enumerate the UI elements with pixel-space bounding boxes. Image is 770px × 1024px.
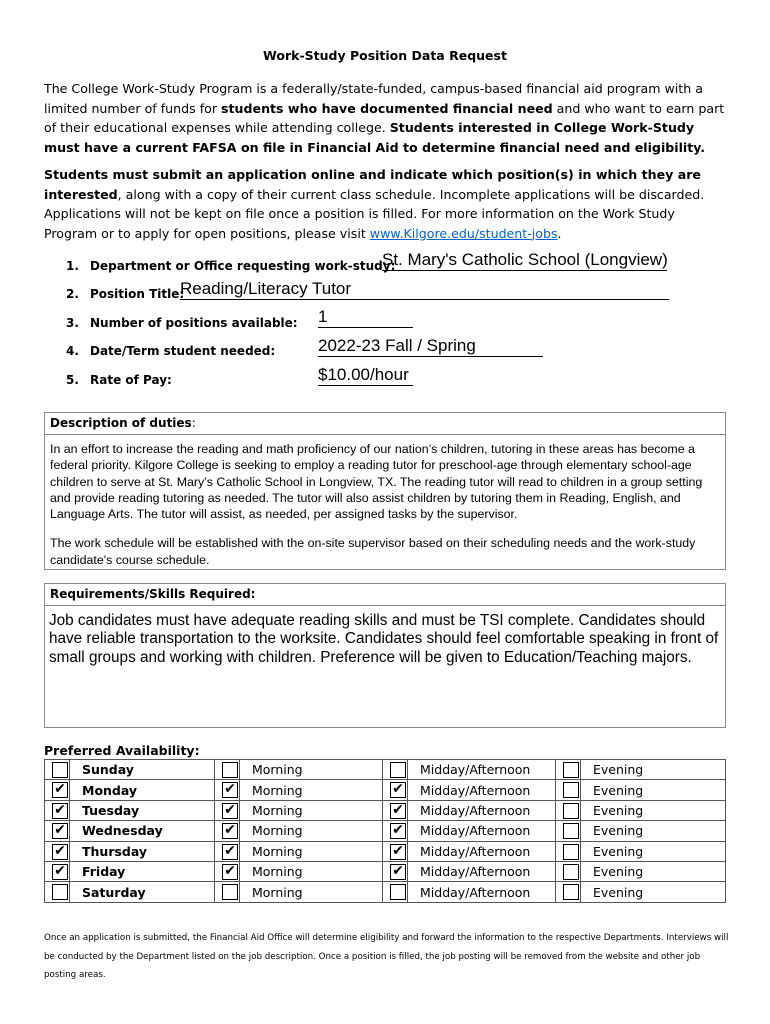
position-title-field[interactable]: Reading/Literacy Tutor: [180, 279, 669, 300]
field-label-positions: [66, 316, 298, 330]
morning-label: Morning: [240, 780, 383, 800]
evening-checkbox-cell: [556, 780, 581, 800]
morning-label: Morning: [240, 882, 383, 902]
midday-label: Midday/Afternoon: [408, 780, 556, 800]
instructions-text-2: .: [557, 225, 562, 241]
requirements-heading: Requirements/Skills Required:: [45, 584, 725, 606]
evening-checkbox-cell: [556, 821, 581, 841]
availability-row: [45, 780, 726, 800]
morning-checkbox-cell: [215, 882, 240, 902]
positions-available-field[interactable]: 1: [318, 307, 413, 328]
morning-checkbox-cell: [215, 861, 240, 881]
department-field[interactable]: St. Mary's Catholic School (Longview): [382, 250, 668, 269]
day-label: Thursday: [70, 841, 215, 861]
evening-checkbox[interactable]: [563, 864, 579, 880]
midday-checkbox[interactable]: ✔: [390, 823, 406, 839]
field-label-text: Date/Term student needed:: [90, 344, 276, 358]
midday-checkbox-cell: [383, 882, 408, 902]
page-title: Work-Study Position Data Request: [263, 48, 507, 63]
day-checkbox-cell: [45, 841, 70, 861]
morning-label: Morning: [240, 861, 383, 881]
morning-checkbox-cell: [215, 841, 240, 861]
intro-bold-1: students who have documented financial need: [221, 100, 553, 116]
requirements-content[interactable]: Job candidates must have adequate reading skills and must be TSI complete. Candidates should have reliable transportation to the worksite. Candidates should feel comfortable speaking in front of small groups and working with children. Preference will be given to Education/Teaching majors.: [49, 612, 719, 666]
midday-label: Midday/Afternoon: [408, 861, 556, 881]
day-checkbox[interactable]: ✔: [52, 844, 68, 860]
evening-checkbox-cell: [556, 800, 581, 820]
field-label-text: Department or Office requesting work-study:: [90, 259, 396, 273]
day-checkbox[interactable]: ✔: [52, 823, 68, 839]
field-label-department: [66, 259, 395, 273]
day-label: Tuesday: [70, 800, 215, 820]
midday-label: Midday/Afternoon: [408, 882, 556, 902]
instructions-text-1: , along with a copy of their current class schedule. Incomplete applications will be discarded. Applications will not be kept on file once a position is filled. For more information on the Work Study Program or to apply for open positions, please visit: [44, 186, 705, 241]
field-number: 3.: [66, 316, 79, 330]
midday-label: Midday/Afternoon: [408, 760, 556, 780]
midday-checkbox-cell: [383, 800, 408, 820]
day-checkbox-cell: [45, 800, 70, 820]
midday-checkbox-cell: [383, 821, 408, 841]
midday-label: Midday/Afternoon: [408, 821, 556, 841]
duties-heading-text: Description of duties: [50, 416, 192, 430]
midday-checkbox-cell: [383, 841, 408, 861]
midday-checkbox-cell: [383, 780, 408, 800]
availability-row: [45, 800, 726, 820]
evening-label: Evening: [581, 780, 726, 800]
morning-label: Morning: [240, 841, 383, 861]
evening-checkbox[interactable]: [563, 782, 579, 798]
evening-label: Evening: [581, 821, 726, 841]
morning-checkbox-cell: [215, 760, 240, 780]
morning-checkbox[interactable]: ✔: [222, 864, 238, 880]
duties-content[interactable]: [45, 435, 725, 568]
day-checkbox[interactable]: ✔: [52, 782, 68, 798]
student-jobs-link[interactable]: www.Kilgore.edu/student-jobs: [369, 225, 558, 241]
evening-label: Evening: [581, 760, 726, 780]
availability-row: [45, 861, 726, 881]
term-field[interactable]: 2022-23 Fall / Spring: [318, 336, 543, 357]
availability-row: [45, 760, 726, 780]
day-checkbox[interactable]: ✔: [52, 864, 68, 880]
morning-checkbox[interactable]: ✔: [222, 782, 238, 798]
day-checkbox-cell: [45, 821, 70, 841]
day-checkbox[interactable]: [52, 762, 68, 778]
midday-checkbox-cell: [383, 861, 408, 881]
availability-row: [45, 882, 726, 902]
duties-paragraph-1: In an effort to increase the reading and math proficiency of our nation’s children, tutoring in these areas has become a federal priority. Kilgore College is seeking to employ a reading tutor for preschool-age through elementary school-age children to serve at St. Mary’s Catholic School in Longview, TX. The reading tutor will read to children in a group setting and provide reading tutoring as needed. The tutor will also assist children by tutoring them in Reading, English, and Language Arts. The tutor will assist, as needed, per assigned tasks by the supervisor.: [50, 442, 703, 522]
evening-checkbox-cell: [556, 760, 581, 780]
morning-checkbox[interactable]: [222, 762, 238, 778]
rate-of-pay-field[interactable]: $10.00/hour: [318, 365, 413, 386]
duties-heading-colon: :: [191, 416, 196, 430]
midday-checkbox[interactable]: ✔: [390, 782, 406, 798]
morning-checkbox[interactable]: [222, 884, 238, 900]
day-label: Wednesday: [70, 821, 215, 841]
field-label-term: [66, 344, 275, 358]
day-checkbox-cell: [45, 861, 70, 881]
evening-checkbox-cell: [556, 841, 581, 861]
day-label: Sunday: [70, 760, 215, 780]
evening-checkbox[interactable]: [563, 823, 579, 839]
midday-checkbox[interactable]: [390, 762, 406, 778]
morning-checkbox[interactable]: ✔: [222, 844, 238, 860]
midday-label: Midday/Afternoon: [408, 800, 556, 820]
requirements-box: [44, 583, 726, 728]
morning-checkbox-cell: [215, 780, 240, 800]
intro-bold-2: Students interested in College Work-Study must have a current FAFSA on file in Financial Aid to determine financial need and eligibility.: [44, 120, 706, 155]
duties-paragraph-2: The work schedule will be established with the on-site supervisor based on their scheduling needs and the work-study candidate's course schedule.: [50, 536, 696, 567]
evening-checkbox-cell: [556, 882, 581, 902]
evening-label: Evening: [581, 882, 726, 902]
instructions-paragraph: [44, 165, 728, 243]
morning-checkbox[interactable]: ✔: [222, 803, 238, 819]
footer-note: Once an application is submitted, the Financial Aid Office will determine eligibility and forward the information to the respective Departments. Interviews will be conducted by the Department listed on the job description. Once a position is filled, the job posting will be removed from the website and other job posting areas.: [44, 933, 729, 981]
availability-row: [45, 821, 726, 841]
midday-label: Midday/Afternoon: [408, 841, 556, 861]
evening-label: Evening: [581, 841, 726, 861]
evening-checkbox[interactable]: [563, 762, 579, 778]
day-checkbox[interactable]: [52, 884, 68, 900]
availability-table: [44, 759, 726, 903]
evening-checkbox[interactable]: [563, 803, 579, 819]
duties-heading: [45, 413, 725, 435]
midday-checkbox[interactable]: ✔: [390, 803, 406, 819]
field-number: 5.: [66, 373, 79, 387]
field-label-rate: [66, 373, 172, 387]
evening-checkbox-cell: [556, 861, 581, 881]
availability-row: [45, 841, 726, 861]
morning-label: Morning: [240, 800, 383, 820]
midday-checkbox[interactable]: [390, 884, 406, 900]
midday-checkbox-cell: [383, 760, 408, 780]
field-number: 1.: [66, 259, 79, 273]
duties-box: [44, 412, 726, 570]
evening-checkbox[interactable]: [563, 884, 579, 900]
evening-label: Evening: [581, 800, 726, 820]
day-checkbox-cell: [45, 882, 70, 902]
morning-checkbox-cell: [215, 821, 240, 841]
instructions-bold: Students must submit an application online and indicate which position(s) in which they are interested: [44, 167, 701, 202]
field-label-text: Number of positions available:: [90, 316, 298, 330]
day-checkbox[interactable]: ✔: [52, 803, 68, 819]
day-label: Monday: [70, 780, 215, 800]
intro-paragraph: [44, 79, 728, 157]
field-number: 4.: [66, 344, 79, 358]
day-label: Saturday: [70, 882, 215, 902]
evening-checkbox[interactable]: [563, 844, 579, 860]
midday-checkbox[interactable]: ✔: [390, 864, 406, 880]
field-number: 2.: [66, 287, 79, 301]
morning-checkbox-cell: [215, 800, 240, 820]
intro-text-2: and who want to earn part of their educational expenses while attending college.: [44, 100, 725, 135]
day-label: Friday: [70, 861, 215, 881]
morning-label: Morning: [240, 760, 383, 780]
evening-label: Evening: [581, 861, 726, 881]
field-label-text: Position Title:: [90, 287, 185, 301]
day-checkbox-cell: [45, 760, 70, 780]
field-label-position-title: [66, 287, 184, 301]
morning-label: Morning: [240, 821, 383, 841]
field-label-text: Rate of Pay:: [90, 373, 172, 387]
availability-heading: Preferred Availability:: [44, 743, 200, 758]
midday-checkbox[interactable]: ✔: [390, 844, 406, 860]
intro-text-1: The College Work-Study Program is a federally/state-funded, campus-based financial aid program with a limited number of funds for: [44, 81, 703, 116]
morning-checkbox[interactable]: ✔: [222, 823, 238, 839]
day-checkbox-cell: [45, 780, 70, 800]
